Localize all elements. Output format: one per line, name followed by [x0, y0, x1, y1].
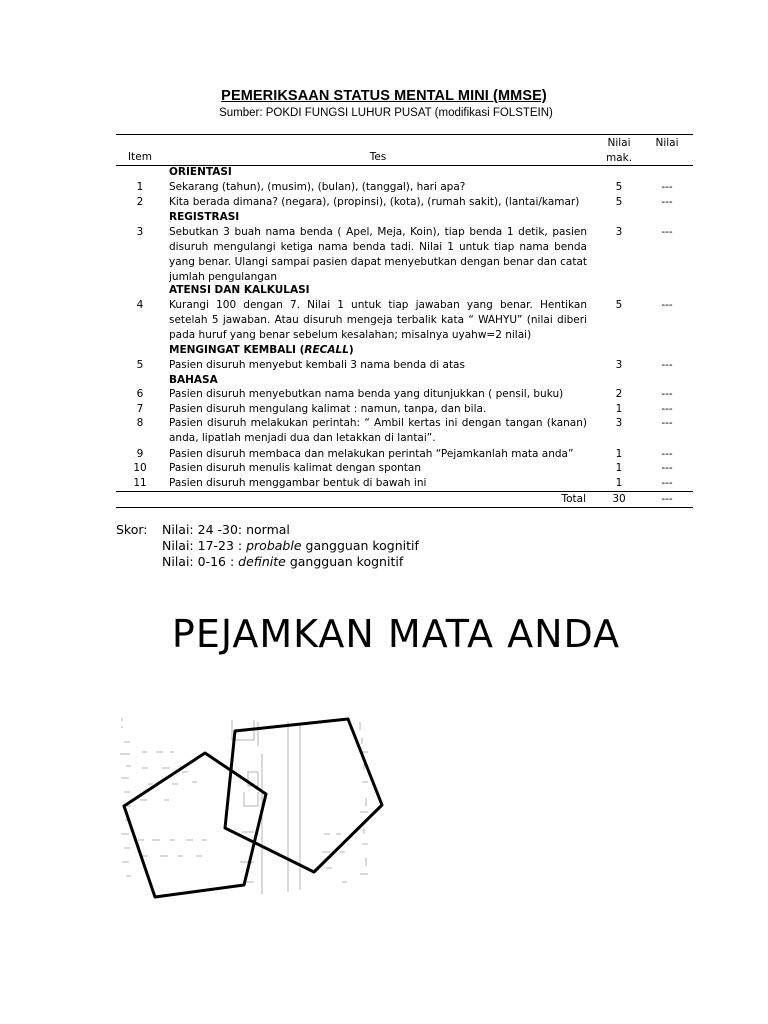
row-item-number: 2 [136, 196, 144, 208]
scanned-background-artifacts [120, 718, 368, 894]
row-score: --- [661, 299, 673, 311]
row-test: Pasien disuruh melakukan perintah: “ Ambil kertas ini dengan tangan (kanan) anda, lipatlah menjadi dua dan letakkan di lantai”. [169, 417, 587, 444]
scoring-definite: Nilai: 0-16 : definite gangguan kognitif [162, 554, 404, 569]
row-item-number: 6 [136, 388, 144, 400]
row-max-score: 2 [615, 388, 623, 400]
table-bottom-rule [116, 507, 693, 508]
row-max-score: 1 [615, 477, 623, 489]
row-test: Sebutkan 3 buah nama benda ( Apel, Meja, Koin), tiap benda 1 detik, pasien disuruh mengulangi ketiga nama benda tadi. Nilai 1 untuk tiap nama benda yang benar. Ulangi sampai pasien dapat menyebutkan dengan benar dan catat jumlah pengulangan [169, 226, 587, 283]
row-test: Pasien disuruh menyebut kembali 3 nama benda di atas [169, 359, 465, 371]
row-score: --- [661, 359, 673, 371]
row-item-number: 1 [136, 181, 144, 193]
row-score: --- [661, 448, 673, 460]
row-max-score: 3 [615, 359, 623, 371]
section-mengingat: MENGINGAT KEMBALI (RECALL) [169, 344, 354, 356]
header-max-line2: mak. [605, 152, 633, 164]
instruction-close-eyes: PEJAMKAN MATA ANDA [171, 612, 621, 656]
row-item-number: 5 [136, 359, 144, 371]
row-max-score: 5 [615, 196, 623, 208]
row-item-number: 11 [133, 477, 147, 489]
header-score: Nilai [655, 137, 679, 149]
row-item-number: 8 [136, 417, 144, 429]
intersecting-pentagons-figure [112, 712, 392, 908]
row-score: --- [661, 226, 673, 238]
row-score: --- [661, 181, 673, 193]
pentagon-right-shape [225, 719, 382, 872]
row-max-score: 3 [615, 417, 623, 429]
row-max-score: 5 [615, 181, 623, 193]
pentagon-left-shape [124, 753, 266, 897]
scoring-label: Skor: [116, 522, 148, 537]
row-item-number: 3 [136, 226, 144, 238]
row-max-score: 1 [615, 448, 623, 460]
scoring-probable: Nilai: 17-23 : probable gangguan kognitif [162, 538, 419, 553]
row-score: --- [661, 196, 673, 208]
row-test: Pasien disuruh menulis kalimat dengan spontan [169, 462, 422, 474]
section-orientasi: ORIENTASI [169, 166, 232, 178]
row-max-score: 1 [615, 462, 623, 474]
row-max-score: 3 [615, 226, 623, 238]
total-score: --- [661, 493, 673, 505]
row-test: Pasien disuruh membaca dan melakukan perintah “Pejamkanlah mata anda” [169, 448, 574, 460]
section-atensi: ATENSI DAN KALKULASI [169, 284, 310, 296]
row-score: --- [661, 388, 673, 400]
total-label: Total [561, 493, 586, 505]
scoring-normal: Nilai: 24 -30: normal [162, 522, 290, 537]
row-test: Pasien disuruh menyebutkan nama benda yang ditunjukkan ( pensil, buku) [169, 388, 564, 400]
table-top-rule [116, 134, 693, 135]
section-registrasi: REGISTRASI [169, 211, 240, 223]
row-max-score: 1 [615, 403, 623, 415]
row-test: Sekarang (tahun), (musim), (bulan), (tanggal), hari apa? [169, 181, 466, 193]
row-item-number: 10 [133, 462, 147, 474]
row-test: Kita berada dimana? (negara), (propinsi), (kota), (rumah sakit), (lantai/kamar) [169, 196, 580, 208]
header-max-line1: Nilai [607, 137, 631, 149]
row-max-score: 5 [615, 299, 623, 311]
row-item-number: 9 [136, 448, 144, 460]
row-test: Kurangi 100 dengan 7. Nilai 1 untuk tiap jawaban yang benar. Hentikan setelah 5 jawaban. Atau disuruh mengeja terbalik kata “ WAHYU” (nilai diberi pada huruf yang benar sebelum kesalahan; misalnya uyahw=2 nilai) [169, 299, 587, 341]
row-item-number: 4 [136, 299, 144, 311]
document-title: PEMERIKSAAN STATUS MENTAL MINI (MMSE) [221, 88, 547, 104]
row-score: --- [661, 477, 673, 489]
document-source: Sumber: POKDI FUNGSI LUHUR PUSAT (modifikasi FOLSTEIN) [219, 107, 553, 119]
section-bahasa: BAHASA [169, 374, 218, 386]
header-test: Tes [369, 151, 387, 163]
row-score: --- [661, 462, 673, 474]
row-score: --- [661, 417, 673, 429]
row-item-number: 7 [136, 403, 144, 415]
total-max-score: 30 [612, 493, 626, 505]
header-item: Item [128, 151, 152, 163]
row-test: Pasien disuruh mengulang kalimat : namun, tanpa, dan bila. [169, 403, 487, 415]
row-test: Pasien disuruh menggambar bentuk di bawah ini [169, 477, 427, 489]
row-score: --- [661, 403, 673, 415]
